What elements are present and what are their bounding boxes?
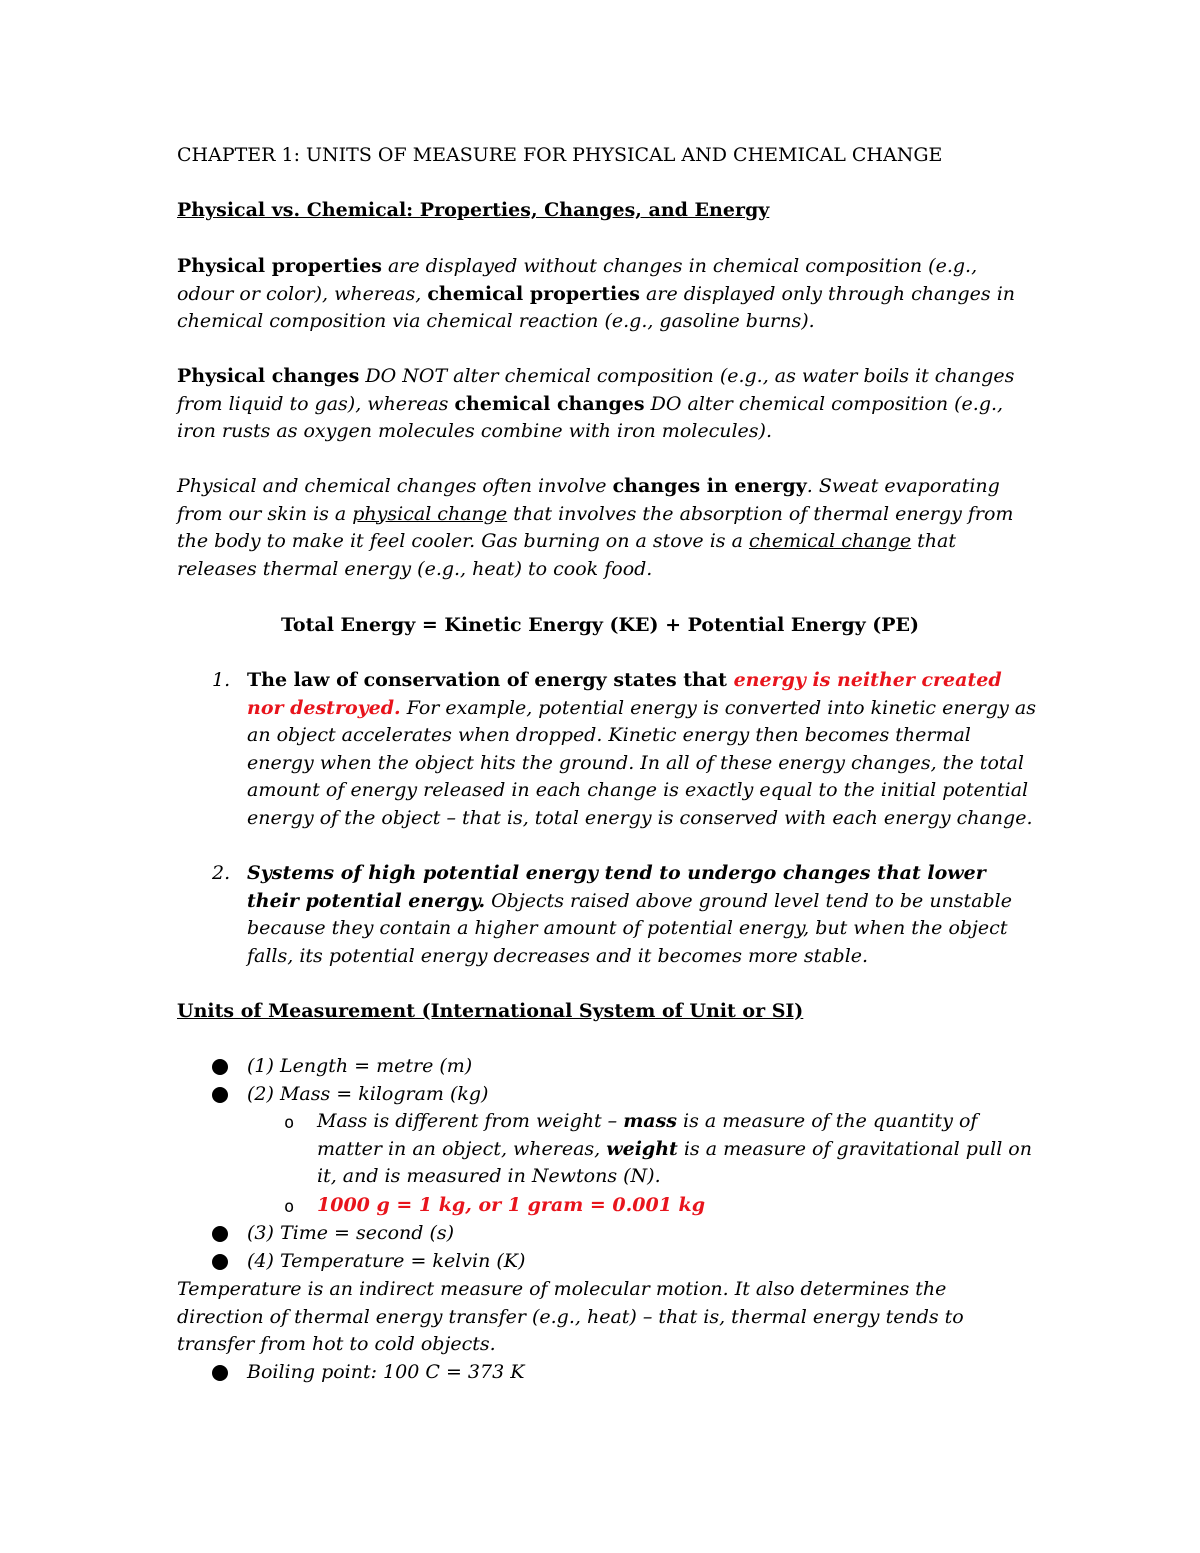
sub-bullet-icon: o <box>284 1113 295 1133</box>
bullet-icon <box>212 1087 228 1103</box>
list-marker-2: 2. <box>212 862 231 884</box>
bullet-mass: (2) Mass = kilogram (kg) <box>247 1083 489 1105</box>
sub-bullet-gram-conversion: 1000 g = 1 kg, or 1 gram = 0.001 kg <box>317 1194 705 1216</box>
section-heading-units: Units of Measurement (International System of Unit or SI) <box>177 1000 804 1022</box>
bullet-temperature: (4) Temperature = kelvin (K) <box>247 1250 526 1272</box>
paragraph-energy: Physical and chemical changes often involve changes in energy. Sweat evaporating from our skin is a physical change that involves the absorption of thermal energy from the body to make it feel cooler. Gas burning on a stove is a chemical change that releases thermal energy (e.g., heat) to cook food. <box>177 475 1014 580</box>
bullet-icon <box>212 1059 228 1075</box>
paragraph-properties: Physical properties are displayed without changes in chemical composition (e.g., odour or color), whereas, chemical properties are displayed only through changes in chemical composition via chemical reaction (e.g., gasoline burns). <box>177 255 1016 332</box>
bullet-length: (1) Length = metre (m) <box>247 1055 473 1077</box>
bullet-icon <box>212 1254 228 1270</box>
bullet-time: (3) Time = second (s) <box>247 1222 455 1244</box>
bullet-icon <box>212 1365 228 1381</box>
bullet-boiling-point: Boiling point: 100 C = 373 K <box>247 1361 525 1383</box>
chapter-title: CHAPTER 1: UNITS OF MEASURE FOR PHYSICAL AND CHEMICAL CHANGE <box>177 144 943 166</box>
list-marker-1: 1. <box>212 669 231 691</box>
sub-bullet-icon: o <box>284 1197 295 1217</box>
paragraph-changes: Physical changes DO NOT alter chemical composition (e.g., as water boils it changes from liquid to gas), whereas chemical changes DO alter chemical composition (e.g., iron rusts as oxygen molecules combine with iron molecules). <box>177 365 1015 442</box>
energy-equation: Total Energy = Kinetic Energy (KE) + Potential Energy (PE) <box>280 614 920 636</box>
list-item-conservation: The law of conservation of energy states that energy is neither created nor destroyed. For example, potential energy is converted into kinetic energy as an object accelerates when dropped. Kinetic energy then becomes thermal energy when the object hits the ground. In all of these energy changes, the total amount of energy released in each change is exactly equal to the initial potential energy of the object – that is, total energy is conserved with each energy change. <box>247 669 1036 829</box>
sub-bullet-mass-vs-weight: Mass is different from weight – mass is a measure of the quantity of matter in an object, whereas, weight is a measure of gravitational pull on it, and is measured in Newtons (N). <box>317 1110 1032 1187</box>
bullet-icon <box>212 1226 228 1242</box>
list-item-potential-energy: Systems of high potential energy tend to undergo changes that lower their potential energy. Objects raised above ground level tend to be unstable because they contain a higher amount of potential energy, but when the object falls, its potential energy decreases and it becomes more stable. <box>247 862 1012 967</box>
temperature-note: Temperature is an indirect measure of molecular motion. It also determines the direction of thermal energy transfer (e.g., heat) – that is, thermal energy tends to transfer from hot to cold objects. <box>177 1278 964 1355</box>
section-heading-physical-vs-chemical: Physical vs. Chemical: Properties, Changes, and Energy <box>177 199 770 221</box>
